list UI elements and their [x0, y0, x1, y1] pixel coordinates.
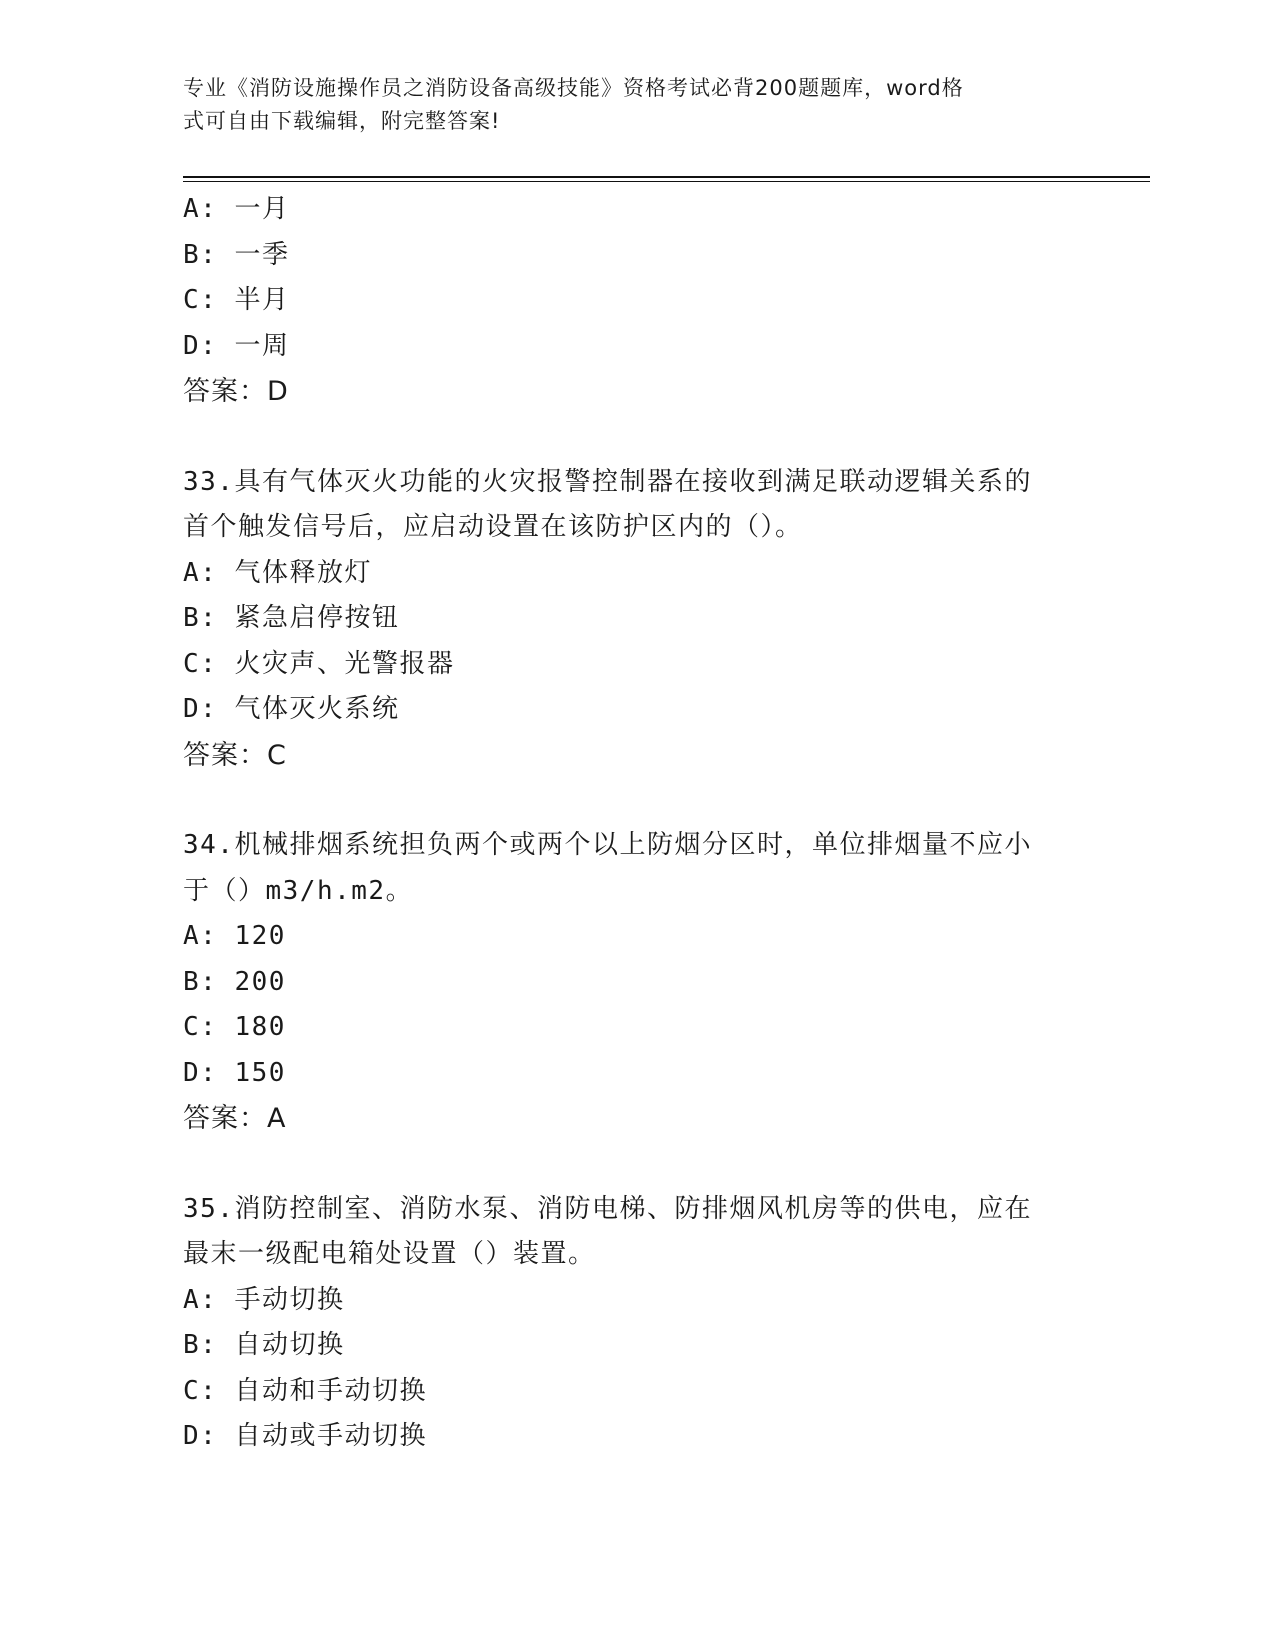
question-text-line-1: 机械排烟系统担负两个或两个以上防烟分区时，单位排烟量不应小: [234, 830, 1032, 860]
option-text: 180: [234, 1012, 286, 1042]
question-stem-continued: 最末一级配电箱处设置（）装置。: [183, 1239, 596, 1269]
option-row: [183, 278, 1083, 324]
option-row: [183, 324, 1083, 370]
option-text: 一月: [234, 194, 290, 224]
question-text-line-1: 具有气体灭火功能的火灾报警控制器在接收到满足联动逻辑关系的: [234, 466, 1032, 497]
option-text: 150: [234, 1057, 286, 1088]
option-row: [183, 1278, 1083, 1324]
option-row: [183, 1005, 1083, 1051]
option-text: 手动切换: [234, 1284, 345, 1315]
option-label: C:: [183, 648, 218, 679]
option-row: [183, 1369, 1083, 1415]
option-text: 120: [234, 921, 286, 951]
question-stem-continued: 首个触发信号后，应启动设置在该防护区内的（）。: [183, 512, 803, 542]
answer-value: A: [267, 1103, 287, 1134]
option-text: 自动切换: [234, 1330, 345, 1360]
option-text: 气体灭火系统: [234, 694, 400, 724]
option-row: [183, 551, 1083, 597]
option-label: B:: [183, 239, 218, 270]
option-label: B:: [183, 1330, 218, 1360]
option-label: A:: [183, 557, 218, 588]
option-row: [183, 596, 1083, 642]
header-divider-thick: [183, 176, 1150, 178]
option-label: A:: [183, 1284, 218, 1315]
option-label: D:: [183, 1057, 218, 1088]
option-text: 自动或手动切换: [234, 1421, 427, 1451]
document-header: [183, 72, 1063, 138]
option-label: A:: [183, 194, 218, 224]
option-label: A:: [183, 921, 218, 951]
question-content: [183, 187, 1083, 1460]
option-row: [183, 914, 1083, 960]
continued-question: [183, 187, 1083, 415]
option-label: C:: [183, 1012, 218, 1042]
option-label: B:: [183, 603, 218, 633]
question-block-33: [183, 460, 1083, 779]
option-label: D:: [183, 330, 218, 361]
answer-line: [183, 733, 1083, 779]
option-row: [183, 187, 1083, 233]
header-divider-thin: [183, 181, 1150, 182]
question-stem: [183, 1187, 1063, 1233]
option-text: 200: [234, 966, 286, 997]
option-row: [183, 687, 1083, 733]
option-row: [183, 1323, 1083, 1369]
option-text: 气体释放灯: [234, 557, 372, 588]
option-label: B:: [183, 966, 218, 997]
question-stem: [183, 823, 1063, 869]
question-number: 34.: [183, 830, 235, 860]
question-number: 35.: [183, 1193, 235, 1224]
option-text: 紧急启停按钮: [234, 603, 400, 633]
answer-line: [183, 1096, 1083, 1142]
option-label: C:: [183, 285, 218, 315]
option-text: 自动和手动切换: [234, 1375, 427, 1406]
option-text: 半月: [234, 285, 290, 315]
answer-line: [183, 369, 1083, 415]
question-block-35: [183, 1187, 1083, 1460]
answer-label: 答案：: [183, 376, 267, 407]
option-row: [183, 1414, 1083, 1460]
question-stem: [183, 460, 1063, 506]
answer-value: D: [267, 376, 289, 407]
question-block-34: [183, 823, 1083, 1142]
header-line-1: 专业《消防设施操作员之消防设备高级技能》资格考试必背200题题库，word格: [183, 76, 964, 100]
question-text-line-1: 消防控制室、消防水泵、消防电梯、防排烟风机房等的供电，应在: [234, 1193, 1032, 1224]
option-row: [183, 960, 1083, 1006]
header-line-2: 式可自由下载编辑，附完整答案!: [183, 109, 501, 133]
option-row: [183, 1051, 1083, 1097]
option-row: [183, 233, 1083, 279]
option-row: [183, 642, 1083, 688]
question-stem-continued: 于（）m3/h.m2。: [183, 875, 414, 906]
option-text: 火灾声、光警报器: [234, 648, 455, 679]
option-label: D:: [183, 694, 218, 724]
question-number: 33.: [183, 466, 235, 497]
answer-value: C: [267, 739, 287, 771]
option-label: D:: [183, 1421, 218, 1451]
option-text: 一季: [234, 239, 290, 270]
answer-label: 答案：: [183, 739, 267, 771]
answer-label: 答案：: [183, 1103, 267, 1134]
option-label: C:: [183, 1375, 218, 1406]
option-text: 一周: [234, 330, 290, 361]
